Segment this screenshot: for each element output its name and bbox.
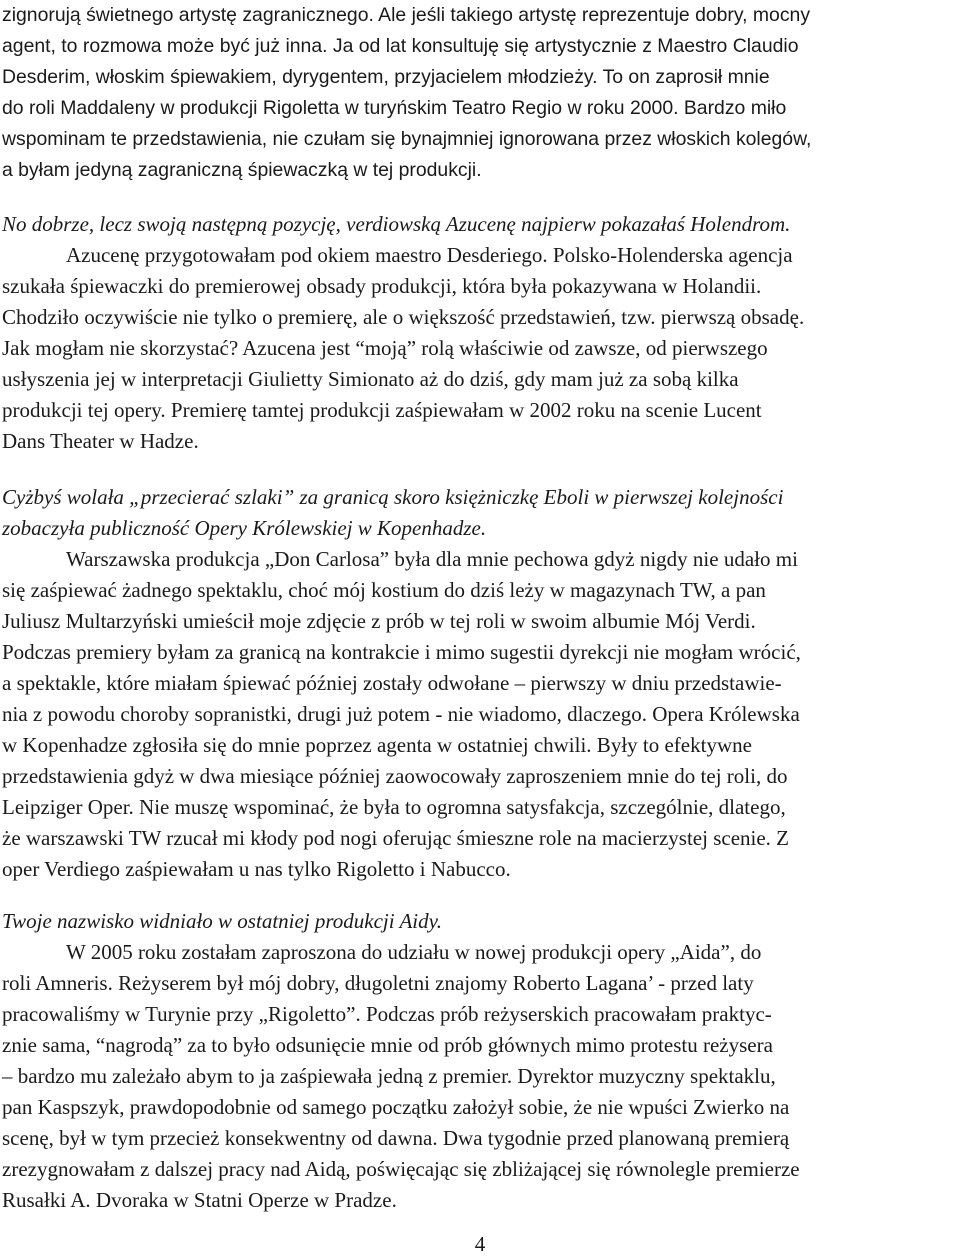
text-line: szukała śpiewaczki do premierowej obsady produkcji, która była pokazywana w Holandii. — [2, 274, 762, 298]
text-line: Juliusz Multarzyński umieścił moje zdjęcie z prób w tej roli w swoim albumie Mój Verdi. — [2, 609, 756, 633]
text-line: zignorują świetnego artystę zagranicznego. Ale jeśli takiego artystę reprezentuje dobry, mocny — [2, 4, 811, 26]
text-line: do roli Maddaleny w produkcji Rigoletta w turyńskim Teatro Regio w roku 2000. Bardzo miło — [2, 97, 787, 119]
text-line: znie sama, “nagrodą” za to było odsunięcie mnie od prób głównych mimo protestu reżysera — [2, 1033, 773, 1057]
text-line: W 2005 roku zostałam zaproszona do udziału w nowej produkcji opery „Aida”, do — [66, 940, 762, 964]
page-number: 4 — [474, 1232, 486, 1256]
text-line: Rusałki A. Dvoraka w Statni Operze w Pradze. — [2, 1188, 397, 1212]
text-line: roli Amneris. Reżyserem był mój dobry, długoletni znajomy Roberto Lagana’ - przed laty — [2, 971, 754, 995]
text-line: oper Verdiego zaśpiewałam u nas tylko Rigoletto i Nabucco. — [2, 857, 511, 881]
text-line: scenę, był w tym przecież konsekwentny od dawna. Dwa tygodnie przed planowaną premierą — [2, 1126, 790, 1150]
question-line: Twoje nazwisko widniało w ostatniej produkcji Aidy. — [2, 909, 443, 933]
text-line: Podczas premiery byłam za granicą na kontrakcie i mimo sugestii dyrekcji nie mogłam wrócić, — [2, 640, 801, 664]
text-line: Warszawska produkcja „Don Carlosa” była dla mnie pechowa gdyż nigdy nie udało mi — [66, 547, 798, 571]
question-line: zobaczyła publiczność Opery Królewskiej w Kopenhadze. — [2, 516, 487, 540]
text-line: Desderim, włoskim śpiewakiem, dyrygentem, przyjacielem młodzieży. To on zaprosił mnie — [2, 66, 770, 88]
text-line: a spektakle, które miałam śpiewać później zostały odwołane – pierwszy w dniu przedstawie- — [2, 671, 782, 695]
text-line: w Kopenhadze zgłosiła się do mnie poprzez agenta w ostatniej chwili. Były to efektywne — [2, 733, 752, 757]
text-line: Leipziger Oper. Nie muszę wspominać, że była to ogromna satysfakcja, szczególnie, dlatego, — [2, 795, 786, 819]
text-line: Dans Theater w Hadze. — [2, 429, 199, 453]
text-line: wspominam te przedstawienia, nie czułam się bynajmniej ignorowana przez włoskich kolegów, — [2, 128, 812, 150]
text-line: a byłam jedyną zagraniczną śpiewaczką w tej produkcji. — [2, 159, 482, 181]
text-line: że warszawski TW rzucał mi kłody pod nogi oferując śmieszne role na macierzystej scenie. Z — [2, 826, 790, 850]
question-line: Cyżbyś wolała „przecierać szlaki” za granicą skoro księżniczkę Eboli w pierwszej kolejności — [2, 485, 784, 509]
text-line: produkcji tej opery. Premierę tamtej produkcji zaśpiewałam w 2002 roku na scenie Lucent — [2, 398, 762, 422]
text-line: pracowaliśmy w Turynie przy „Rigoletto”. Podczas prób reżyserskich pracowałam praktyc- — [2, 1002, 772, 1026]
text-line: – bardzo mu zależało abym to ja zaśpiewała jedną z premier. Dyrektor muzyczny spektaklu, — [2, 1064, 776, 1088]
text-line: Azucenę przygotowałam pod okiem maestro Desderiego. Polsko-Holenderska agencja — [66, 243, 793, 267]
text-line: przedstawienia gdyż w dwa miesiące później zaowocowały zaproszeniem mnie do tej roli, do — [2, 764, 788, 788]
text-line: się zaśpiewać żadnego spektaklu, choć mój kostium do dziś leży w magazynach TW, a pan — [2, 578, 766, 602]
text-line: zrezygnowałam z dalszej pracy nad Aidą, poświęcając się zbliżającej się równolegle premierze — [2, 1157, 800, 1181]
text-line: Chodziło oczywiście nie tylko o premierę, ale o większość przedstawień, tzw. pierwszą obsadę. — [2, 305, 805, 329]
question-line: No dobrze, lecz swoją następną pozycję, verdiowską Azucenę najpierw pokazałaś Holendrom. — [2, 212, 791, 236]
text-line: usłyszenia jej w interpretacji Giulietty Simionato aż do dziś, gdy mam już za sobą kilka — [2, 367, 739, 391]
text-line: pan Kaspszyk, prawdopodobnie od samego początku założył sobie, że nie wpuści Zwierko na — [2, 1095, 790, 1119]
text-line: Jak mogłam nie skorzystać? Azucena jest “moją” rolą właściwie od zawsze, od pierwszego — [2, 336, 768, 360]
text-line: agent, to rozmowa może być już inna. Ja od lat konsultuję się artystycznie z Maestro Claudio — [2, 35, 799, 57]
text-line: nia z powodu choroby sopranistki, drugi już potem - nie wiadomo, dlaczego. Opera Królewska — [2, 702, 800, 726]
